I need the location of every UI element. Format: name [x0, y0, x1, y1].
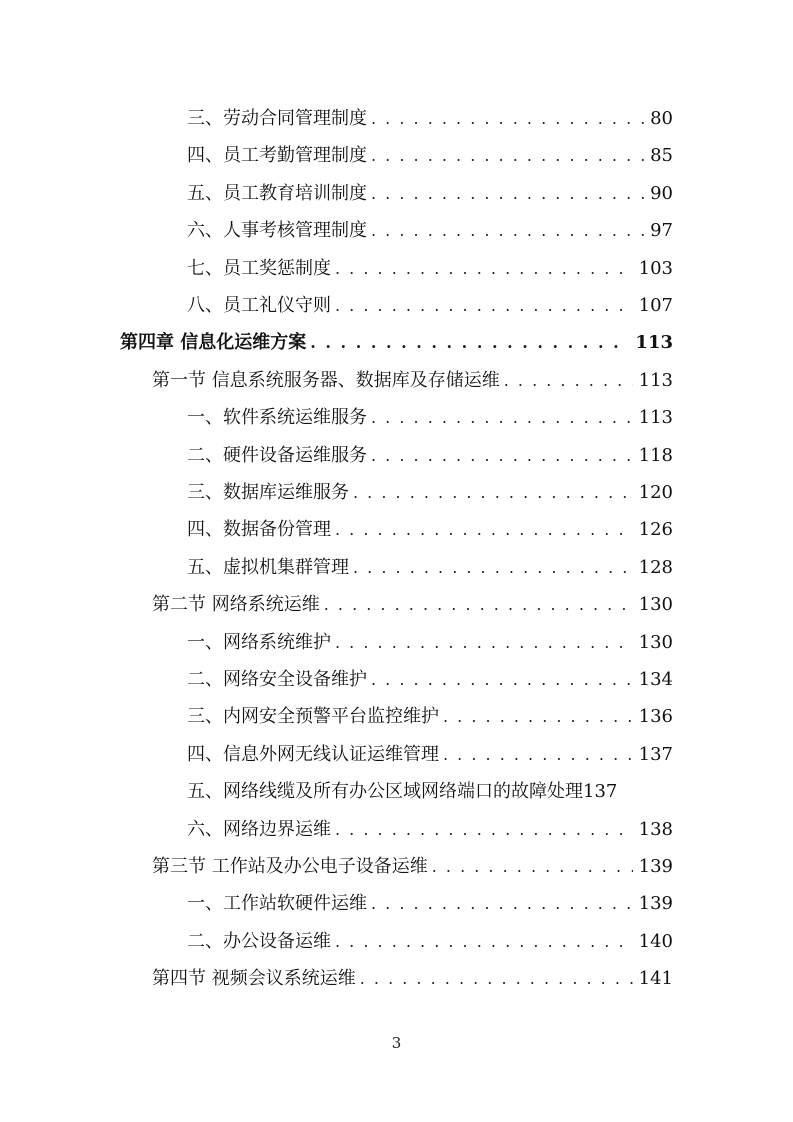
toc-page-number: 128 — [638, 556, 673, 578]
toc-title: 五、员工教育培训制度 — [187, 182, 367, 204]
toc-item[interactable] — [187, 624, 673, 661]
toc-item[interactable] — [187, 885, 673, 922]
toc-item[interactable] — [187, 549, 673, 586]
toc-title: 二、硬件设备运维服务 — [187, 444, 367, 466]
toc-page-number: 136 — [638, 706, 673, 728]
toc-page-number: 138 — [638, 818, 673, 840]
toc-item[interactable] — [187, 661, 673, 698]
toc-page-number: 141 — [638, 968, 673, 990]
toc-item[interactable] — [187, 736, 673, 773]
toc-title: 二、办公设备运维 — [187, 930, 331, 952]
toc-leader-dots — [353, 474, 633, 511]
toc-leader-dots — [443, 736, 633, 773]
toc-leader-dots — [371, 437, 633, 474]
toc-title: 三、劳动合同管理制度 — [187, 108, 367, 129]
toc-title: 四、信息外网无线认证运维管理 — [187, 743, 439, 765]
toc-title: 二、网络安全设备维护 — [187, 669, 367, 690]
toc-page-number: 107 — [638, 295, 673, 316]
toc-leader-dots — [371, 885, 633, 922]
toc-leader-dots — [310, 324, 629, 361]
toc-leader-dots — [324, 586, 633, 623]
toc-page-number: 103 — [638, 257, 673, 279]
toc-page-number: 113 — [638, 407, 673, 429]
toc-title: 第四章 信息化运维方案 — [120, 332, 307, 354]
toc-section[interactable] — [152, 362, 673, 399]
toc-page-number: 126 — [638, 519, 673, 541]
toc-title: 第三节 工作站及办公电子设备运维 — [152, 856, 428, 877]
toc-page-number: 140 — [638, 930, 673, 952]
toc-title: 一、软件系统运维服务 — [187, 407, 367, 429]
toc-item[interactable] — [187, 437, 673, 474]
toc-title: 一、工作站软硬件运维 — [187, 893, 367, 915]
toc-chapter[interactable] — [120, 324, 673, 361]
toc-item[interactable] — [187, 923, 673, 960]
toc-title: 一、网络系统维护 — [187, 631, 331, 653]
toc-page-number: 139 — [638, 856, 673, 877]
toc-leader-dots — [371, 137, 644, 174]
toc-leader-dots — [335, 624, 633, 661]
toc-title: 七、员工奖惩制度 — [187, 257, 331, 279]
toc-title: 八、员工礼仪守则 — [187, 295, 331, 316]
toc-page-number: 134 — [638, 669, 673, 690]
toc-leader-dots — [335, 923, 633, 960]
toc-page-number: 139 — [638, 893, 673, 915]
toc-leader-dots — [371, 399, 633, 436]
toc-page-number: 80 — [650, 108, 673, 129]
toc-page-number: 113 — [635, 332, 673, 354]
toc-leader-dots — [360, 960, 633, 997]
toc-page-number: 137 — [583, 781, 618, 803]
toc-page-number: 130 — [638, 594, 673, 616]
toc-page-number: 85 — [650, 145, 673, 167]
toc-title: 四、员工考勤管理制度 — [187, 145, 367, 167]
toc-page-number: 120 — [638, 482, 673, 503]
page-number: 3 — [391, 1034, 402, 1052]
toc-item[interactable] — [187, 287, 673, 324]
toc-title: 第二节 网络系统运维 — [152, 594, 320, 616]
toc-item[interactable] — [187, 212, 673, 249]
toc-page-number: 97 — [650, 220, 673, 242]
toc-item[interactable] — [187, 137, 673, 174]
toc-page-number: 118 — [638, 444, 673, 466]
toc-title: 第四节 视频会议系统运维 — [152, 968, 356, 990]
toc-item[interactable] — [187, 175, 673, 212]
toc-leader-dots — [371, 100, 644, 137]
toc-section[interactable] — [152, 848, 673, 885]
toc-item[interactable] — [187, 811, 673, 848]
toc-item[interactable] — [187, 399, 673, 436]
toc-leader-dots — [335, 811, 633, 848]
toc-leader-dots — [335, 287, 633, 324]
toc-item[interactable] — [187, 250, 673, 287]
toc-leader-dots — [432, 848, 633, 885]
toc-leader-dots — [353, 549, 633, 586]
toc-page-number: 130 — [638, 631, 673, 653]
toc-page-number: 113 — [638, 369, 673, 391]
toc-item[interactable] — [187, 100, 673, 137]
toc-item[interactable] — [187, 511, 673, 548]
toc-title: 三、内网安全预警平台监控维护 — [187, 706, 439, 728]
toc-title: 五、虚拟机集群管理 — [187, 556, 349, 578]
toc-title: 四、数据备份管理 — [187, 519, 331, 541]
toc-leader-dots — [371, 212, 644, 249]
toc-title: 三、数据库运维服务 — [187, 482, 349, 503]
toc-page-number: 90 — [650, 182, 673, 204]
toc-item[interactable] — [187, 698, 673, 735]
toc-item[interactable] — [187, 474, 673, 511]
toc-leader-dots — [443, 698, 633, 735]
toc-title: 第一节 信息系统服务器、数据库及存储运维 — [152, 369, 500, 391]
toc-page-number: 137 — [638, 743, 673, 765]
toc-section[interactable] — [152, 586, 673, 623]
toc-leader-dots — [371, 661, 633, 698]
toc-leader-dots — [504, 362, 633, 399]
toc-title: 五、网络线缆及所有办公区域网络端口的故障处理 — [187, 781, 583, 803]
toc-leader-dots — [371, 175, 644, 212]
toc-item[interactable] — [187, 773, 673, 810]
toc-title: 六、网络边界运维 — [187, 818, 331, 840]
toc-title: 六、人事考核管理制度 — [187, 220, 367, 242]
toc-leader-dots — [335, 250, 633, 287]
toc-section[interactable] — [152, 960, 673, 997]
toc-leader-dots — [335, 511, 633, 548]
